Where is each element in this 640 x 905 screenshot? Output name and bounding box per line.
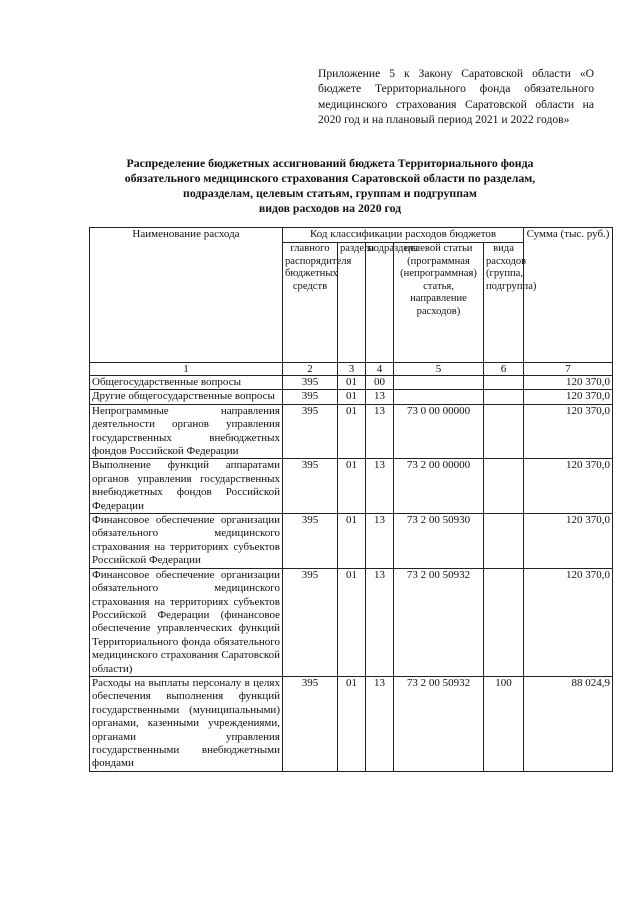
row-vr — [484, 568, 524, 676]
row-name: Выполнение функций аппаратами органов управления государственных внебюджетных фондов Российской Федерации — [90, 459, 283, 514]
row-sum: 88 024,9 — [524, 676, 613, 771]
header-podrazdel: подраздела — [366, 243, 394, 363]
row-grbs: 395 — [283, 568, 338, 676]
table-row — [90, 568, 613, 676]
row-razdel: 01 — [338, 404, 366, 459]
column-number: 7 — [524, 363, 613, 376]
row-razdel: 01 — [338, 514, 366, 569]
row-podrazdel: 13 — [366, 514, 394, 569]
table-row — [90, 390, 613, 404]
row-podrazdel: 13 — [366, 568, 394, 676]
column-number: 4 — [366, 363, 394, 376]
row-sum: 120 370,0 — [524, 568, 613, 676]
row-sum: 120 370,0 — [524, 404, 613, 459]
table-row — [90, 404, 613, 459]
table-row — [90, 376, 613, 390]
row-podrazdel: 13 — [366, 390, 394, 404]
row-grbs: 395 — [283, 376, 338, 390]
column-number: 6 — [484, 363, 524, 376]
row-name: Непрограммные направления деятельности органов управления государственных внебюджетных фондов Российской Федерации — [90, 404, 283, 459]
row-podrazdel: 13 — [366, 404, 394, 459]
row-podrazdel: 13 — [366, 676, 394, 771]
row-razdel: 01 — [338, 568, 366, 676]
row-razdel: 01 — [338, 376, 366, 390]
row-vr: 100 — [484, 676, 524, 771]
appendix-note: Приложение 5 к Закону Саратовской области «О бюджете Территориального фонда обязательного медицинского страхования Саратовской области на 2020 год и на плановый период 2021 и 2022 годов» — [318, 67, 594, 127]
row-vr — [484, 404, 524, 459]
row-name: Финансовое обеспечение организации обязательного медицинского страхования на территориях субъектов Российской Федерации (финансовое обеспечение управленческих функций Территориального фонда обязательного медицинского страхования Саратовской области) — [90, 568, 283, 676]
row-csr: 73 0 00 00000 — [394, 404, 484, 459]
row-vr — [484, 459, 524, 514]
row-razdel: 01 — [338, 459, 366, 514]
row-podrazdel: 13 — [366, 459, 394, 514]
title-line: Распределение бюджетных ассигнований бюджета Территориального фонда — [126, 156, 534, 170]
header-csr: целевой статьи (программная (непрограммная) статья, направление расходов) — [394, 243, 484, 363]
title-line: видов расходов на 2020 год — [258, 201, 402, 215]
row-csr: 73 2 00 50932 — [394, 568, 484, 676]
row-vr — [484, 390, 524, 404]
row-grbs: 395 — [283, 459, 338, 514]
column-number: 5 — [394, 363, 484, 376]
header-grbs: главного распорядителя бюджетных средств — [283, 243, 338, 363]
row-razdel: 01 — [338, 676, 366, 771]
row-sum: 120 370,0 — [524, 376, 613, 390]
row-sum: 120 370,0 — [524, 514, 613, 569]
row-name: Финансовое обеспечение организации обязательного медицинского страхования на территориях субъектов Российской Федерации — [90, 514, 283, 569]
row-name: Другие общегосударственные вопросы — [90, 390, 283, 404]
row-sum: 120 370,0 — [524, 459, 613, 514]
row-grbs: 395 — [283, 404, 338, 459]
row-name: Общегосударственные вопросы — [90, 376, 283, 390]
header-name: Наименование расхода — [90, 228, 283, 363]
row-razdel: 01 — [338, 390, 366, 404]
budget-table — [89, 227, 613, 772]
row-podrazdel: 00 — [366, 376, 394, 390]
row-csr — [394, 376, 484, 390]
header-vr: вида расходов (группа, подгруппа) — [484, 243, 524, 363]
row-name: Расходы на выплаты персоналу в целях обеспечения выполнения функций государственными (муниципальными) органами, казенными учреждениями, органами управления государственными внебюджетными фондами — [90, 676, 283, 771]
header-sum: Сумма (тыс. руб.) — [524, 228, 613, 363]
row-grbs: 395 — [283, 514, 338, 569]
header-razdel: раздела — [338, 243, 366, 363]
row-vr — [484, 514, 524, 569]
header-code-group: Код классификации расходов бюджетов — [283, 228, 524, 243]
row-grbs: 395 — [283, 676, 338, 771]
row-sum: 120 370,0 — [524, 390, 613, 404]
row-csr: 73 2 00 50932 — [394, 676, 484, 771]
row-csr: 73 2 00 00000 — [394, 459, 484, 514]
row-vr — [484, 376, 524, 390]
column-number-row — [90, 363, 613, 376]
table-row — [90, 459, 613, 514]
title-line: подразделам, целевым статьям, группам и подгруппам — [183, 186, 477, 200]
column-number: 1 — [90, 363, 283, 376]
row-grbs: 395 — [283, 390, 338, 404]
title-line: обязательного медицинского страхования Саратовской области по разделам, — [124, 171, 536, 185]
column-number: 2 — [283, 363, 338, 376]
row-csr — [394, 390, 484, 404]
table-row — [90, 514, 613, 569]
column-number: 3 — [338, 363, 366, 376]
document-title — [90, 156, 570, 216]
table-row — [90, 676, 613, 771]
row-csr: 73 2 00 50930 — [394, 514, 484, 569]
